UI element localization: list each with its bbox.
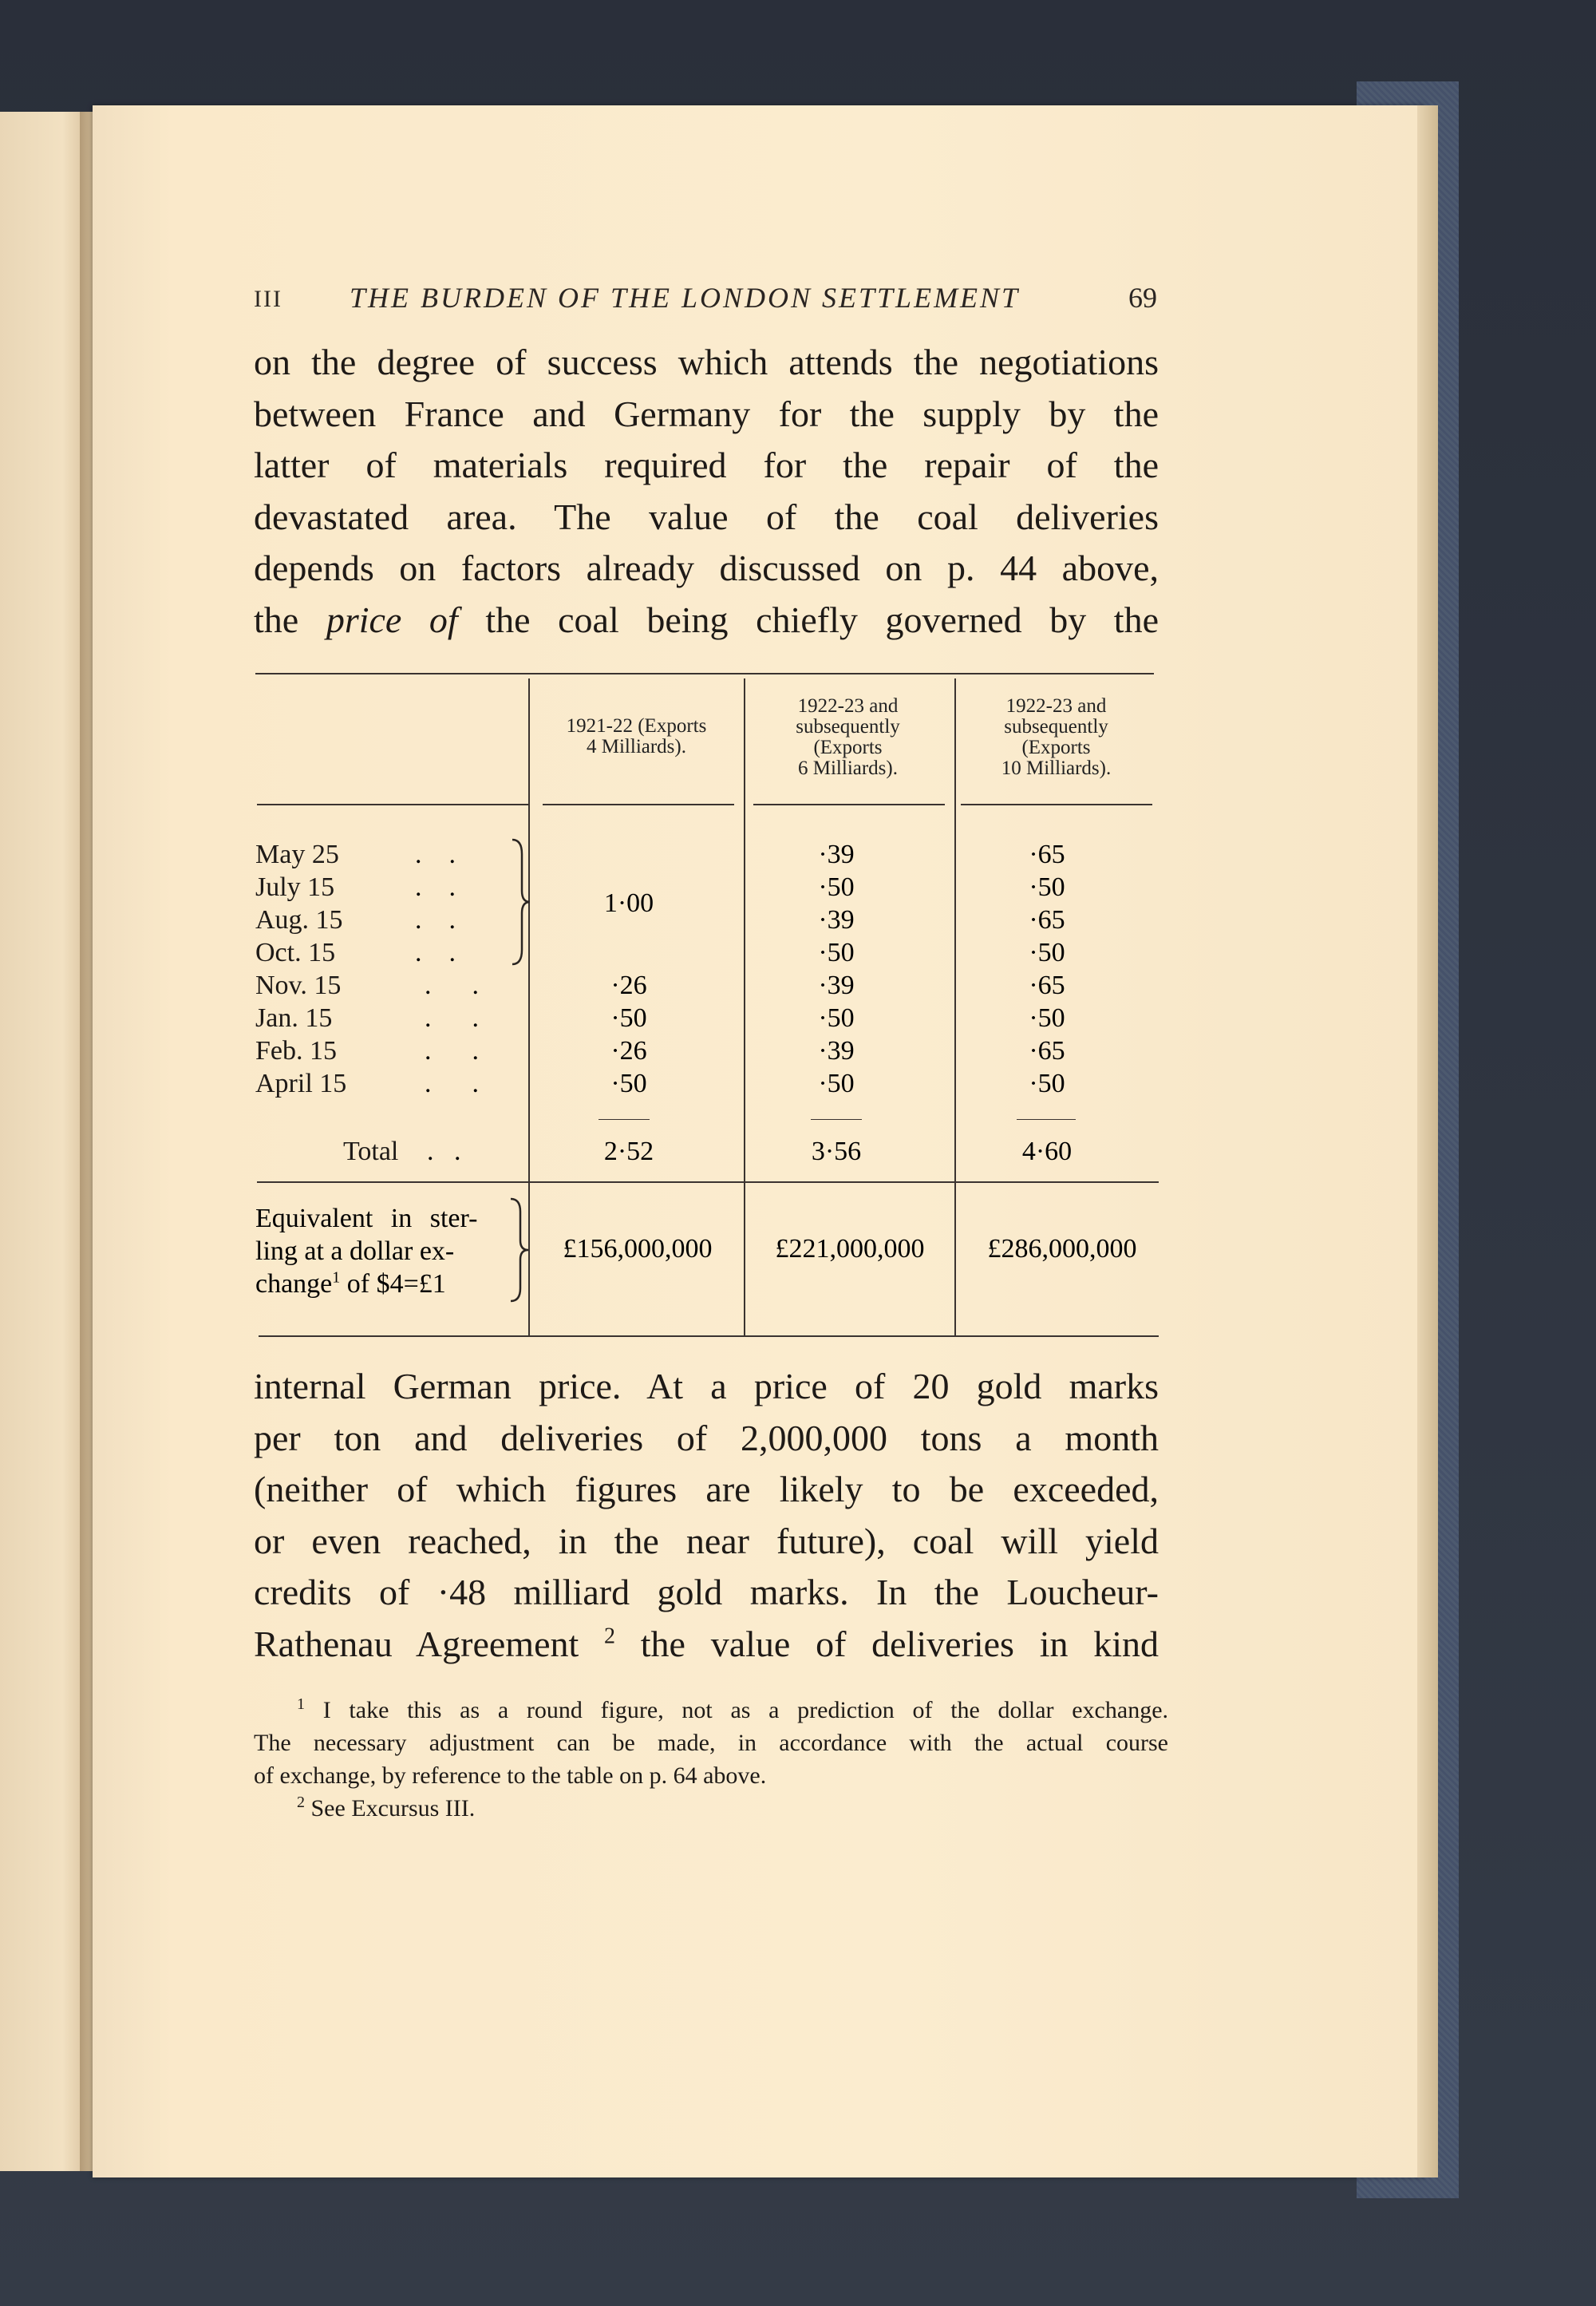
row-value: ·50 — [818, 872, 855, 902]
row-value: ·50 — [818, 1069, 855, 1098]
equivalent-top-rule — [257, 1181, 1159, 1183]
text-line-italic: the price of the coal being chiefly governed by the — [254, 599, 1159, 640]
leader-dots: . . — [415, 840, 456, 869]
leader-dots: . . — [425, 1036, 479, 1066]
header-underline — [257, 804, 528, 805]
row-group-brace — [511, 838, 531, 966]
chapter-number: III — [254, 286, 282, 312]
leader-dots: . . — [415, 905, 456, 935]
row-date: May 25 — [255, 840, 339, 869]
page-number: 69 — [1128, 282, 1157, 314]
row-value: ·50 — [1029, 938, 1065, 967]
row-date: April 15 — [255, 1069, 347, 1098]
left-page-edge — [0, 112, 89, 2171]
row-value: ·26 — [610, 1036, 647, 1066]
total-value: 3·56 — [811, 1137, 862, 1166]
footnote-1-line: $^1$ I take this as a round figure, not as a prediction of the dollar exchange. — [297, 1695, 1169, 1723]
equivalent-value: £286,000,000 — [987, 1234, 1137, 1264]
text-line: Rathenau Agreement $^2$ the value of deliveries in kind — [254, 1623, 1159, 1664]
equivalent-value: £221,000,000 — [775, 1234, 925, 1264]
column-header: 1921-22 (Exports 4 Milliards). — [566, 715, 707, 757]
footnote-1-line: The necessary adjustment can be made, in accordance with the actual course — [254, 1730, 1168, 1756]
equivalent-brace — [509, 1197, 530, 1303]
row-value: ·39 — [818, 840, 855, 869]
running-title: THE BURDEN OF THE LONDON SETTLEMENT — [350, 282, 1021, 314]
row-value: ·39 — [818, 905, 855, 935]
table-top-rule — [255, 673, 1154, 674]
footnote-1-line: of exchange, by reference to the table on p. 64 above. — [254, 1762, 767, 1789]
total-rule — [1017, 1119, 1076, 1120]
leader-dots: . . — [415, 938, 456, 967]
header-underline — [753, 804, 945, 805]
leader-dots: . . — [425, 1069, 479, 1098]
total-value: 4·60 — [1021, 1137, 1073, 1166]
row-value: ·65 — [1029, 840, 1065, 869]
text-line: on the degree of success which attends the negotiations — [254, 342, 1159, 382]
row-value: ·39 — [818, 971, 855, 1000]
row-value: ·39 — [818, 1036, 855, 1066]
leader-dots: . . — [415, 872, 456, 902]
total-rule — [811, 1119, 862, 1120]
total-label: Total — [343, 1137, 399, 1166]
italic-emphasis: price of — [326, 599, 458, 640]
paragraph-bottom — [254, 1361, 1159, 1670]
leader-dots: . . — [427, 1137, 461, 1166]
text-line: depends on factors already discussed on p. 44 above, — [254, 548, 1159, 588]
row-value: ·65 — [1029, 971, 1065, 1000]
row-value: ·26 — [610, 971, 647, 1000]
equivalent-label: Equivalent in ster- ling at a dollar ex- change$^1$ of $4=£1 — [255, 1204, 478, 1299]
text-line: between France and Germany for the supply by the — [254, 393, 1159, 434]
footnotes — [254, 1694, 1168, 1825]
text-line: per ton and deliveries of 2,000,000 tons a month — [254, 1417, 1159, 1458]
leader-dots: . . — [425, 971, 479, 1000]
row-date: July 15 — [255, 872, 335, 902]
column-divider — [744, 678, 745, 805]
page-fore-edge — [1417, 105, 1438, 2177]
equivalent-value: £156,000,000 — [563, 1234, 713, 1264]
total-rule — [598, 1119, 650, 1120]
paragraph-top — [254, 337, 1159, 646]
column-divider — [528, 678, 530, 805]
footnote-2: $^2$ See Excursus III. — [297, 1794, 476, 1821]
row-value: ·50 — [610, 1069, 647, 1098]
row-value: ·50 — [1029, 872, 1065, 902]
row-value: ·50 — [818, 938, 855, 967]
row-value: ·65 — [1029, 1036, 1065, 1066]
row-date: Oct. 15 — [255, 938, 336, 967]
text-line: devastated area. The value of the coal deliveries — [254, 496, 1159, 537]
row-date: Nov. 15 — [255, 971, 342, 1000]
row-value: ·65 — [1029, 905, 1065, 935]
row-value: ·50 — [1029, 1003, 1065, 1033]
table-bottom-rule — [259, 1335, 1159, 1337]
text-line: credits of ·48 milliard gold marks. In the Loucheur- — [254, 1572, 1159, 1612]
row-value: ·50 — [818, 1003, 855, 1033]
total-value: 2·52 — [603, 1137, 654, 1166]
header-underline — [543, 804, 734, 805]
text-line: latter of materials required for the repair of the — [254, 445, 1159, 485]
text-line: or even reached, in the near future), coal will yield — [254, 1520, 1159, 1561]
column-header: 1922-23 and subsequently (Exports 6 Milliards). — [796, 695, 900, 779]
row-value: ·50 — [610, 1003, 647, 1033]
leader-dots: . . — [425, 1003, 479, 1033]
header-underline — [961, 804, 1152, 805]
row-date: Jan. 15 — [255, 1003, 333, 1033]
text-line: internal German price. At a price of 20 gold marks — [254, 1366, 1159, 1406]
text-line: (neither of which figures are likely to be exceeded, — [254, 1469, 1159, 1509]
column-header: 1922-23 and subsequently (Exports 10 Milliards). — [1001, 695, 1112, 779]
row-date: Aug. 15 — [255, 905, 343, 935]
grouped-value: 1·00 — [603, 888, 654, 918]
row-value: ·50 — [1029, 1069, 1065, 1098]
row-date: Feb. 15 — [255, 1036, 337, 1066]
